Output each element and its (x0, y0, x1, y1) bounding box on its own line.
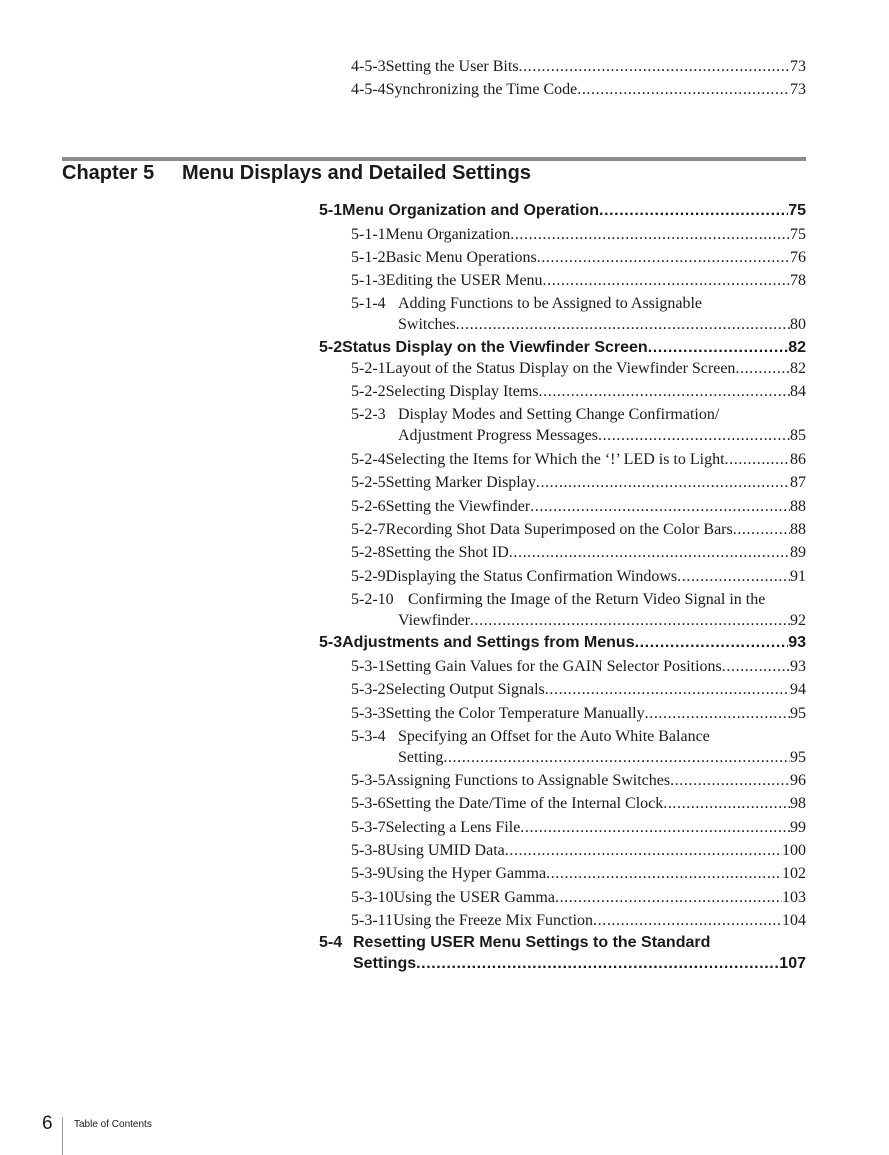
entry-title: Setting the Date/Time of the Internal Clock (385, 795, 664, 812)
entry-page: 86 (790, 451, 806, 468)
entry-page: 94 (790, 681, 806, 698)
dot-leader (545, 681, 790, 699)
entry-number: 5-2-7 (351, 521, 386, 538)
entry-page: 89 (790, 544, 806, 561)
entry-title: Setting Marker Display (385, 474, 536, 491)
entry-page: 103 (782, 889, 806, 906)
dot-leader (443, 749, 790, 767)
toc-entry-5-3-3[interactable] (351, 705, 806, 723)
entry-title: Selecting the Items for Which the ‘!’ LED is to Light (385, 451, 725, 468)
dot-leader (536, 474, 790, 492)
entry-title: Recording Shot Data Superimposed on the Color Bars (385, 521, 733, 538)
dot-leader (593, 912, 782, 930)
entry-page: 92 (790, 612, 806, 629)
dot-leader (555, 889, 782, 907)
entry-page: 84 (790, 383, 806, 400)
entry-number: 5-2-1 (351, 360, 386, 377)
dot-leader (670, 772, 790, 790)
section-title: Resetting USER Menu Settings to the Standard (353, 934, 711, 951)
entry-page: 96 (790, 772, 806, 789)
toc-entry-5-3-2[interactable] (351, 681, 806, 699)
toc-entry-5-2-5[interactable] (351, 474, 806, 492)
toc-entry-5-3-5[interactable] (351, 772, 806, 790)
entry-page: 91 (790, 568, 806, 585)
entry-number: 5-3-6 (351, 795, 386, 812)
toc-entry-5-3-9[interactable] (351, 865, 806, 883)
toc-section-5-1[interactable] (319, 202, 806, 220)
dot-leader (645, 705, 790, 723)
entry-page: 73 (790, 81, 806, 98)
entry-page: 80 (790, 316, 806, 333)
toc-entry-4-5-4[interactable] (351, 81, 806, 99)
entry-number: 5-1-2 (351, 249, 386, 266)
entry-title: Setting the Color Temperature Manually (385, 705, 645, 722)
entry-title: Menu Organization (385, 226, 511, 243)
dot-leader (733, 521, 790, 539)
entry-page: 88 (790, 498, 806, 515)
entry-page: 93 (790, 658, 806, 675)
dot-leader (722, 658, 790, 676)
dot-leader (470, 612, 790, 630)
chapter-divider (62, 157, 806, 161)
entry-title: Selecting Output Signals (385, 681, 545, 698)
dot-leader (519, 58, 790, 76)
toc-section-5-3[interactable] (319, 634, 806, 652)
toc-entry-5-3-1[interactable] (351, 658, 806, 676)
toc-entry-5-2-1[interactable] (351, 360, 806, 378)
entry-page: 85 (790, 427, 806, 444)
section-number: 5-2 (319, 339, 343, 356)
section-title-continued: Settings (353, 955, 417, 972)
entry-number: 5-2-4 (351, 451, 386, 468)
entry-title: Basic Menu Operations (385, 249, 537, 266)
chapter-heading (62, 162, 531, 185)
entry-title-continued: Viewfinder (398, 612, 470, 629)
dot-leader (509, 544, 790, 562)
toc-entry-4-5-3[interactable] (351, 58, 806, 76)
section-number: 5-1 (319, 202, 343, 219)
section-title: Adjustments and Settings from Menus (342, 634, 635, 651)
toc-entry-5-1-4[interactable] (351, 295, 806, 313)
dot-leader (735, 360, 790, 378)
dot-leader (546, 865, 782, 883)
entry-number: 5-1-3 (351, 272, 386, 289)
dot-leader (456, 316, 790, 334)
entry-number: 5-2-8 (351, 544, 386, 561)
entry-number: 5-3-9 (351, 865, 386, 882)
entry-title: Using UMID Data (385, 842, 505, 859)
entry-number: 5-2-9 (351, 568, 386, 585)
entry-title: Display Modes and Setting Change Confirmation/ (398, 406, 720, 423)
entry-title-continued: Adjustment Progress Messages (398, 427, 598, 444)
entry-number: 5-3-4 (351, 728, 386, 745)
entry-number: 4-5-4 (351, 81, 386, 98)
entry-page: 76 (790, 249, 806, 266)
dot-leader (599, 202, 788, 220)
dot-leader (725, 451, 790, 469)
entry-number: 5-3-7 (351, 819, 386, 836)
dot-leader (677, 568, 790, 586)
section-number: 5-3 (319, 634, 343, 651)
entry-title: Editing the USER Menu (385, 272, 543, 289)
toc-entry-5-3-7[interactable] (351, 819, 806, 837)
toc-entry-5-2-4[interactable] (351, 451, 806, 469)
entry-page: 95 (790, 749, 806, 766)
dot-leader (520, 819, 790, 837)
entry-title-continued: Switches (398, 316, 456, 333)
section-title: Menu Organization and Operation (342, 202, 600, 219)
entry-page: 82 (790, 360, 806, 377)
chapter-label: Chapter 5 (62, 162, 155, 184)
dot-leader (663, 795, 790, 813)
entry-number: 4-5-3 (351, 58, 386, 75)
dot-leader (510, 226, 790, 244)
entry-title: Setting the Shot ID (385, 544, 509, 561)
entry-title: Using the Freeze Mix Function (393, 912, 594, 929)
entry-number: 5-1-4 (351, 295, 386, 312)
toc-entry-5-1-4-continued[interactable] (398, 316, 806, 334)
entry-title: Synchronizing the Time Code (385, 81, 578, 98)
section-page: 75 (788, 202, 806, 219)
section-page: 107 (779, 955, 806, 972)
entry-page: 104 (782, 912, 806, 929)
entry-title: Using the Hyper Gamma (385, 865, 547, 882)
entry-number: 5-3-11 (351, 912, 394, 929)
toc-entry-5-2-3[interactable] (351, 406, 806, 424)
section-title: Status Display on the Viewfinder Screen (342, 339, 648, 356)
entry-page: 73 (790, 58, 806, 75)
toc-entry-5-3-11[interactable] (351, 912, 806, 930)
entry-title: Confirming the Image of the Return Video Signal in the (408, 591, 766, 608)
entry-title: Setting Gain Values for the GAIN Selector Positions (385, 658, 722, 675)
section-number: 5-4 (319, 934, 343, 951)
entry-page: 99 (790, 819, 806, 836)
entry-title: Displaying the Status Confirmation Windows (385, 568, 678, 585)
dot-leader (635, 634, 789, 652)
entry-title: Specifying an Offset for the Auto White Balance (398, 728, 710, 745)
dot-leader (577, 81, 790, 99)
dot-leader (598, 427, 790, 445)
entry-number: 5-3-10 (351, 889, 394, 906)
dot-leader (505, 842, 782, 860)
entry-number: 5-2-10 (351, 591, 394, 608)
toc-entry-5-1-2[interactable] (351, 249, 806, 267)
entry-title: Setting the User Bits (385, 58, 519, 75)
toc-entry-5-3-6[interactable] (351, 795, 806, 813)
toc-entry-5-2-10[interactable] (351, 591, 806, 609)
entry-page: 88 (790, 521, 806, 538)
toc-section-5-2[interactable] (319, 339, 806, 357)
entry-title: Assigning Functions to Assignable Switches (385, 772, 671, 789)
page-number: 6 (42, 1113, 53, 1134)
dot-leader (537, 249, 790, 267)
entry-page: 78 (790, 272, 806, 289)
toc-entry-5-2-10-continued[interactable] (398, 612, 806, 630)
entry-number: 5-3-1 (351, 658, 386, 675)
entry-page: 100 (782, 842, 806, 859)
entry-title: Using the USER Gamma (393, 889, 555, 906)
toc-entry-5-3-4[interactable] (351, 728, 806, 746)
toc-entry-5-1-3[interactable] (351, 272, 806, 290)
entry-number: 5-2-2 (351, 383, 386, 400)
entry-number: 5-3-2 (351, 681, 386, 698)
toc-section-5-4[interactable] (319, 934, 806, 952)
toc-entry-5-3-8[interactable] (351, 842, 806, 860)
entry-title: Setting the Viewfinder (385, 498, 531, 515)
entry-page: 75 (790, 226, 806, 243)
toc-entry-5-2-6[interactable] (351, 498, 806, 516)
section-page: 93 (788, 634, 806, 651)
toc-entry-5-2-3-continued[interactable] (398, 427, 806, 445)
entry-number: 5-2-5 (351, 474, 386, 491)
dot-leader (539, 383, 790, 401)
entry-number: 5-3-8 (351, 842, 386, 859)
entry-title: Adding Functions to be Assigned to Assignable (398, 295, 702, 312)
entry-page: 98 (790, 795, 806, 812)
toc-entry-5-2-9[interactable] (351, 568, 806, 586)
entry-title: Layout of the Status Display on the Viewfinder Screen (385, 360, 736, 377)
footer-divider (62, 1117, 63, 1155)
entry-number: 5-3-3 (351, 705, 386, 722)
toc-entry-5-3-4-continued[interactable] (398, 749, 806, 767)
dot-leader (530, 498, 790, 516)
toc-entry-5-3-10[interactable] (351, 889, 806, 907)
entry-title-continued: Setting (398, 749, 444, 766)
toc-entry-5-2-7[interactable] (351, 521, 806, 539)
chapter-title: Menu Displays and Detailed Settings (182, 162, 531, 184)
entry-number: 5-1-1 (351, 226, 386, 243)
dot-leader (416, 955, 779, 973)
dot-leader (543, 272, 790, 290)
entry-number: 5-2-3 (351, 406, 386, 423)
toc-entry-5-2-2[interactable] (351, 383, 806, 401)
entry-page: 95 (790, 705, 806, 722)
section-page: 82 (788, 339, 806, 356)
entry-page: 87 (790, 474, 806, 491)
dot-leader (648, 339, 789, 357)
toc-entry-5-2-8[interactable] (351, 544, 806, 562)
toc-entry-5-1-1[interactable] (351, 226, 806, 244)
entry-page: 102 (782, 865, 806, 882)
entry-number: 5-3-5 (351, 772, 386, 789)
entry-title: Selecting Display Items (385, 383, 539, 400)
toc-section-5-4-continued[interactable] (353, 955, 806, 973)
footer-label: Table of Contents (74, 1119, 152, 1130)
entry-title: Selecting a Lens File (385, 819, 521, 836)
entry-number: 5-2-6 (351, 498, 386, 515)
